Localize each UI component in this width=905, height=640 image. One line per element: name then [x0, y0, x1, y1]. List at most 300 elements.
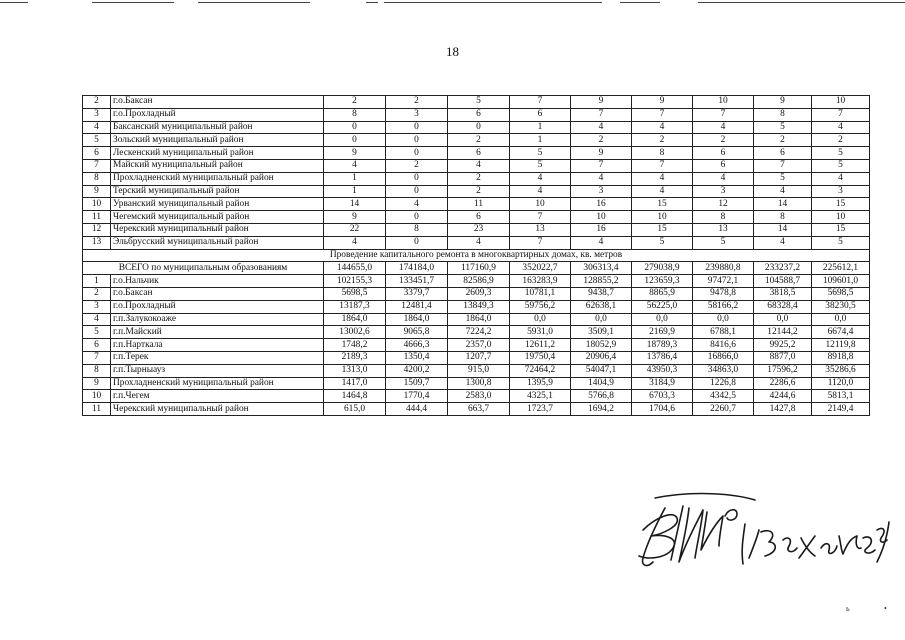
table-row — [83, 147, 870, 160]
value-cell: 5 — [812, 236, 870, 249]
row-number: 3 — [83, 108, 111, 121]
value-cell: 0 — [386, 134, 448, 147]
value-cell: 7 — [571, 108, 632, 121]
value-cell: 5 — [812, 147, 870, 160]
value-cell: 12144,2 — [754, 326, 812, 339]
value-cell: 1464,8 — [324, 390, 386, 403]
value-cell: 1694,2 — [571, 403, 632, 416]
value-cell: 8 — [754, 108, 812, 121]
value-cell: 4 — [812, 121, 870, 134]
value-cell: 5813,1 — [812, 390, 870, 403]
value-cell: 4200,2 — [386, 364, 448, 377]
value-cell: 5 — [448, 96, 510, 109]
value-cell: 9 — [632, 96, 693, 109]
value-cell: 0,0 — [510, 313, 571, 326]
value-cell: 5931,0 — [510, 326, 571, 339]
table-row — [83, 326, 870, 339]
value-cell: 1300,8 — [448, 377, 510, 390]
table-row — [83, 339, 870, 352]
value-cell: 8 — [632, 147, 693, 160]
value-cell: 3818,5 — [754, 287, 812, 300]
value-cell: 7 — [693, 108, 754, 121]
row-name: Баксанский муниципальный район — [111, 121, 324, 134]
value-cell: 16 — [571, 198, 632, 211]
value-cell: 663,7 — [448, 403, 510, 416]
total-value-cell: 144655,0 — [324, 262, 386, 275]
value-cell: 62638,1 — [571, 300, 632, 313]
table-row — [83, 390, 870, 403]
value-cell: 1395,9 — [510, 377, 571, 390]
value-cell: 1864,0 — [448, 313, 510, 326]
table-row — [83, 211, 870, 224]
value-cell: 0,0 — [754, 313, 812, 326]
value-cell: 10 — [693, 96, 754, 109]
value-cell: 14 — [754, 198, 812, 211]
value-cell: 8877,0 — [754, 351, 812, 364]
row-number: 6 — [83, 339, 111, 352]
corner-mark-right: • — [884, 604, 887, 613]
row-name: г.п.Нарткала — [111, 339, 324, 352]
row-number: 8 — [83, 172, 111, 185]
value-cell: 4 — [693, 172, 754, 185]
value-cell: 4 — [510, 185, 571, 198]
value-cell: 34863,0 — [693, 364, 754, 377]
value-cell: 1864,0 — [386, 313, 448, 326]
value-cell: 163283,9 — [510, 275, 571, 288]
value-cell: 5766,8 — [571, 390, 632, 403]
row-name: г.п.Майский — [111, 326, 324, 339]
value-cell: 10 — [812, 211, 870, 224]
row-name: Урванский муниципальный район — [111, 198, 324, 211]
value-cell: 4 — [754, 185, 812, 198]
value-cell: 0 — [386, 121, 448, 134]
row-number: 8 — [83, 364, 111, 377]
value-cell: 0,0 — [571, 313, 632, 326]
value-cell: 4 — [324, 159, 386, 172]
value-cell: 3 — [693, 185, 754, 198]
value-cell: 2 — [632, 134, 693, 147]
value-cell: 59756,2 — [510, 300, 571, 313]
value-cell: 0,0 — [693, 313, 754, 326]
value-cell: 1704,6 — [632, 403, 693, 416]
total-value-cell: 239880,8 — [693, 262, 754, 275]
value-cell: 5698,5 — [812, 287, 870, 300]
value-cell: 3 — [571, 185, 632, 198]
table-row — [83, 223, 870, 236]
row-number: 7 — [83, 159, 111, 172]
top-rule-2 — [92, 2, 174, 3]
value-cell: 7 — [632, 108, 693, 121]
row-number: 1 — [83, 275, 111, 288]
row-name: г.п.Терек — [111, 351, 324, 364]
value-cell: 15 — [632, 198, 693, 211]
table-row — [83, 275, 870, 288]
row-name: г.п.Залукокоаже — [111, 313, 324, 326]
value-cell: 6 — [693, 147, 754, 160]
data-table — [82, 95, 870, 416]
value-cell: 12611,2 — [510, 339, 571, 352]
row-name: Прохладненский муниципальный район — [111, 377, 324, 390]
row-name: г.о.Прохладный — [111, 300, 324, 313]
top-rule-4 — [366, 2, 378, 3]
value-cell: 109601,0 — [812, 275, 870, 288]
value-cell: 0 — [386, 147, 448, 160]
value-cell: 6788,1 — [693, 326, 754, 339]
value-cell: 1350,4 — [386, 351, 448, 364]
signature-image — [625, 478, 895, 588]
value-cell: 7 — [510, 211, 571, 224]
value-cell: 3184,9 — [632, 377, 693, 390]
value-cell: 4342,5 — [693, 390, 754, 403]
row-number: 4 — [83, 121, 111, 134]
top-rule-1 — [0, 2, 28, 3]
row-number: 10 — [83, 390, 111, 403]
table-row — [83, 300, 870, 313]
table-row — [83, 108, 870, 121]
value-cell: 8918,8 — [812, 351, 870, 364]
page-number: 18 — [446, 44, 459, 59]
value-cell: 9 — [571, 147, 632, 160]
value-cell: 0 — [386, 172, 448, 185]
value-cell: 1 — [324, 185, 386, 198]
row-number: 11 — [83, 403, 111, 416]
table-row — [83, 364, 870, 377]
value-cell: 1 — [510, 134, 571, 147]
value-cell: 2583,0 — [448, 390, 510, 403]
value-cell: 2169,9 — [632, 326, 693, 339]
row-name: Лескенский муниципальный район — [111, 147, 324, 160]
row-name: Черекский муниципальный район — [111, 223, 324, 236]
value-cell: 0 — [324, 121, 386, 134]
value-cell: 5 — [632, 236, 693, 249]
value-cell: 128855,2 — [571, 275, 632, 288]
value-cell: 16866,0 — [693, 351, 754, 364]
value-cell: 16 — [571, 223, 632, 236]
value-cell: 4 — [386, 198, 448, 211]
value-cell: 13849,3 — [448, 300, 510, 313]
value-cell: 10781,1 — [510, 287, 571, 300]
value-cell: 1 — [510, 121, 571, 134]
value-cell: 56225,0 — [632, 300, 693, 313]
value-cell: 22 — [324, 223, 386, 236]
total-label: ВСЕГО по муниципальным образованиям — [83, 262, 324, 275]
value-cell: 133451,7 — [386, 275, 448, 288]
value-cell: 4 — [324, 236, 386, 249]
value-cell: 82586,9 — [448, 275, 510, 288]
value-cell: 8865,9 — [632, 287, 693, 300]
row-number: 9 — [83, 377, 111, 390]
total-value-cell: 225612,1 — [812, 262, 870, 275]
value-cell: 915,0 — [448, 364, 510, 377]
value-cell: 7224,2 — [448, 326, 510, 339]
value-cell: 1313,0 — [324, 364, 386, 377]
value-cell: 4 — [448, 236, 510, 249]
value-cell: 1748,2 — [324, 339, 386, 352]
value-cell: 5 — [510, 159, 571, 172]
value-cell: 8416,6 — [693, 339, 754, 352]
total-value-cell: 117160,9 — [448, 262, 510, 275]
value-cell: 6674,4 — [812, 326, 870, 339]
row-name: г.о.Прохладный — [111, 108, 324, 121]
value-cell: 444,4 — [386, 403, 448, 416]
value-cell: 43950,3 — [632, 364, 693, 377]
table-body — [83, 96, 870, 416]
value-cell: 1207,7 — [448, 351, 510, 364]
row-number: 9 — [83, 185, 111, 198]
table-row — [83, 287, 870, 300]
row-name: Зольский муниципальный район — [111, 134, 324, 147]
value-cell: 54047,1 — [571, 364, 632, 377]
section-title: Проведение капитального ремонта в многоквартирных домах, кв. метров — [83, 249, 870, 262]
table-row — [83, 236, 870, 249]
value-cell: 3509,1 — [571, 326, 632, 339]
total-value-cell: 174184,0 — [386, 262, 448, 275]
value-cell: 2 — [754, 134, 812, 147]
row-number: 2 — [83, 96, 111, 109]
value-cell: 0 — [386, 236, 448, 249]
value-cell: 7 — [754, 159, 812, 172]
total-row — [83, 262, 870, 275]
row-name: г.п.Тырныауз — [111, 364, 324, 377]
value-cell: 2 — [812, 134, 870, 147]
value-cell: 10 — [510, 198, 571, 211]
value-cell: 9925,2 — [754, 339, 812, 352]
value-cell: 9438,7 — [571, 287, 632, 300]
value-cell: 12481,4 — [386, 300, 448, 313]
value-cell: 1770,4 — [386, 390, 448, 403]
value-cell: 12119,8 — [812, 339, 870, 352]
row-name: г.о.Нальчик — [111, 275, 324, 288]
row-name: Майский муниципальный район — [111, 159, 324, 172]
value-cell: 4 — [632, 121, 693, 134]
value-cell: 6703,3 — [632, 390, 693, 403]
row-number: 13 — [83, 236, 111, 249]
table-row — [83, 185, 870, 198]
value-cell: 123659,3 — [632, 275, 693, 288]
total-value-cell: 352022,7 — [510, 262, 571, 275]
value-cell: 4 — [632, 172, 693, 185]
value-cell: 9 — [324, 147, 386, 160]
value-cell: 6 — [448, 108, 510, 121]
value-cell: 2 — [571, 134, 632, 147]
total-value-cell: 306313,4 — [571, 262, 632, 275]
value-cell: 8 — [324, 108, 386, 121]
value-cell: 58166,2 — [693, 300, 754, 313]
top-rule-3 — [198, 2, 310, 3]
value-cell: 1226,8 — [693, 377, 754, 390]
value-cell: 6 — [754, 147, 812, 160]
top-rule-5 — [384, 2, 602, 3]
value-cell: 2 — [386, 159, 448, 172]
value-cell: 2357,0 — [448, 339, 510, 352]
value-cell: 4325,1 — [510, 390, 571, 403]
value-cell: 5 — [510, 147, 571, 160]
table-row — [83, 313, 870, 326]
table-row — [83, 403, 870, 416]
table-row — [83, 134, 870, 147]
value-cell: 7 — [510, 236, 571, 249]
value-cell: 15 — [632, 223, 693, 236]
value-cell: 2609,3 — [448, 287, 510, 300]
value-cell: 10 — [632, 211, 693, 224]
value-cell: 2 — [324, 96, 386, 109]
table-row — [83, 351, 870, 364]
value-cell: 6 — [448, 147, 510, 160]
row-number: 10 — [83, 198, 111, 211]
value-cell: 18052,9 — [571, 339, 632, 352]
value-cell: 4244,6 — [754, 390, 812, 403]
value-cell: 615,0 — [324, 403, 386, 416]
value-cell: 1417,0 — [324, 377, 386, 390]
value-cell: 11 — [448, 198, 510, 211]
top-rule-7 — [698, 2, 905, 3]
value-cell: 10 — [812, 96, 870, 109]
value-cell: 13 — [510, 223, 571, 236]
value-cell: 3 — [386, 108, 448, 121]
value-cell: 0 — [324, 134, 386, 147]
value-cell: 14 — [754, 223, 812, 236]
value-cell: 9 — [324, 211, 386, 224]
value-cell: 9 — [571, 96, 632, 109]
table-row — [83, 96, 870, 109]
value-cell: 6 — [448, 211, 510, 224]
row-number: 11 — [83, 211, 111, 224]
value-cell: 5 — [812, 159, 870, 172]
value-cell: 4 — [448, 159, 510, 172]
table-row — [83, 198, 870, 211]
value-cell: 10 — [571, 211, 632, 224]
value-cell: 15 — [812, 223, 870, 236]
row-name: г.п.Чегем — [111, 390, 324, 403]
row-number: 12 — [83, 223, 111, 236]
value-cell: 9478,8 — [693, 287, 754, 300]
corner-mark-left: ь — [846, 604, 850, 613]
value-cell: 6 — [693, 159, 754, 172]
value-cell: 4 — [754, 236, 812, 249]
value-cell: 13002,6 — [324, 326, 386, 339]
value-cell: 2 — [448, 134, 510, 147]
value-cell: 4 — [693, 121, 754, 134]
row-name: Терский муниципальный район — [111, 185, 324, 198]
value-cell: 5 — [754, 121, 812, 134]
value-cell: 7 — [812, 108, 870, 121]
value-cell: 2 — [448, 185, 510, 198]
value-cell: 2260,7 — [693, 403, 754, 416]
value-cell: 3 — [812, 185, 870, 198]
value-cell: 8 — [693, 211, 754, 224]
value-cell: 5 — [754, 172, 812, 185]
value-cell: 104588,7 — [754, 275, 812, 288]
value-cell: 9065,8 — [386, 326, 448, 339]
row-number: 7 — [83, 351, 111, 364]
value-cell: 2286,6 — [754, 377, 812, 390]
value-cell: 4 — [510, 172, 571, 185]
value-cell: 68328,4 — [754, 300, 812, 313]
value-cell: 4 — [571, 172, 632, 185]
value-cell: 1404,9 — [571, 377, 632, 390]
value-cell: 5 — [693, 236, 754, 249]
row-number: 5 — [83, 326, 111, 339]
value-cell: 5698,5 — [324, 287, 386, 300]
row-number: 4 — [83, 313, 111, 326]
value-cell: 102155,3 — [324, 275, 386, 288]
value-cell: 19750,4 — [510, 351, 571, 364]
value-cell: 72464,2 — [510, 364, 571, 377]
row-name: Эльбрусский муниципальный район — [111, 236, 324, 249]
top-rule-6 — [620, 2, 660, 3]
value-cell: 2149,4 — [812, 403, 870, 416]
value-cell: 4 — [812, 172, 870, 185]
value-cell: 1864,0 — [324, 313, 386, 326]
value-cell: 35286,6 — [812, 364, 870, 377]
table-row — [83, 121, 870, 134]
value-cell: 4 — [571, 121, 632, 134]
value-cell: 97472,1 — [693, 275, 754, 288]
value-cell: 6 — [510, 108, 571, 121]
value-cell: 1427,8 — [754, 403, 812, 416]
value-cell: 1 — [324, 172, 386, 185]
section-header-row — [83, 249, 870, 262]
value-cell: 20906,4 — [571, 351, 632, 364]
row-name: Чегемский муниципальный район — [111, 211, 324, 224]
row-number: 6 — [83, 147, 111, 160]
total-value-cell: 233237,2 — [754, 262, 812, 275]
total-value-cell: 279038,9 — [632, 262, 693, 275]
value-cell: 7 — [632, 159, 693, 172]
value-cell: 9 — [754, 96, 812, 109]
value-cell: 17596,2 — [754, 364, 812, 377]
value-cell: 13 — [693, 223, 754, 236]
value-cell: 2 — [386, 96, 448, 109]
value-cell: 0 — [448, 121, 510, 134]
row-name: Черекский муниципальный район — [111, 403, 324, 416]
value-cell: 7 — [571, 159, 632, 172]
value-cell: 1509,7 — [386, 377, 448, 390]
value-cell: 0,0 — [632, 313, 693, 326]
value-cell: 4 — [571, 236, 632, 249]
value-cell: 13187,3 — [324, 300, 386, 313]
value-cell: 14 — [324, 198, 386, 211]
row-number: 2 — [83, 287, 111, 300]
value-cell: 8 — [754, 211, 812, 224]
value-cell: 2 — [448, 172, 510, 185]
value-cell: 3379,7 — [386, 287, 448, 300]
value-cell: 12 — [693, 198, 754, 211]
row-number: 5 — [83, 134, 111, 147]
row-name: Прохладненский муниципальный район — [111, 172, 324, 185]
value-cell: 15 — [812, 198, 870, 211]
value-cell: 7 — [510, 96, 571, 109]
table-row — [83, 172, 870, 185]
value-cell: 8 — [386, 223, 448, 236]
value-cell: 4 — [632, 185, 693, 198]
value-cell: 1723,7 — [510, 403, 571, 416]
row-name: г.о.Баксан — [111, 96, 324, 109]
row-name: г.о.Баксан — [111, 287, 324, 300]
table-row — [83, 377, 870, 390]
value-cell: 2189,3 — [324, 351, 386, 364]
value-cell: 18789,3 — [632, 339, 693, 352]
table-row — [83, 159, 870, 172]
value-cell: 1120,0 — [812, 377, 870, 390]
value-cell: 0 — [386, 185, 448, 198]
value-cell: 2 — [693, 134, 754, 147]
value-cell: 13786,4 — [632, 351, 693, 364]
row-number: 3 — [83, 300, 111, 313]
value-cell: 38230,5 — [812, 300, 870, 313]
value-cell: 0 — [386, 211, 448, 224]
value-cell: 4666,3 — [386, 339, 448, 352]
